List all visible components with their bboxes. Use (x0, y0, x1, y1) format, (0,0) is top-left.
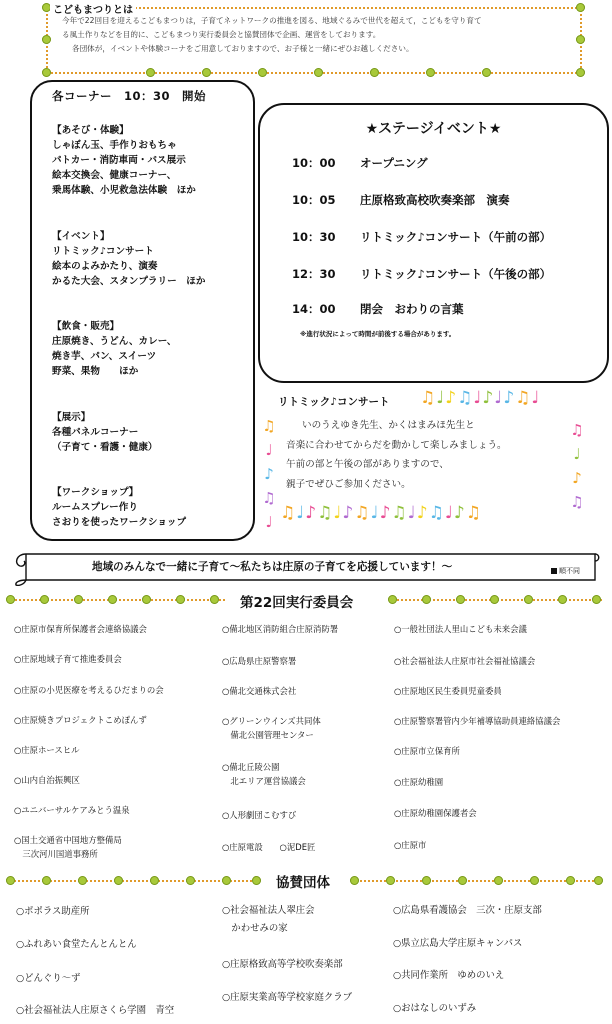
committee-member: ○庄原市 (394, 840, 427, 850)
sponsor-item: ○社会福祉法人翠庄会 かわせみの家 (222, 905, 315, 934)
rhythmic-body (286, 416, 507, 494)
event-name: リトミック♪コンサート（午後の部） (360, 267, 552, 281)
committee-member: ○庄原警察署管内少年補導協助員連絡協議会 (394, 716, 561, 726)
intro-line: 今年で22回目を迎えるこどもまつりは，子育てネットワークの推進を図る、地域ぐるみで世代を超えて，こどもを守り育て (62, 16, 482, 25)
event-time: 10：30 (292, 230, 336, 244)
section-heading: 【飲食・販売】 (52, 321, 120, 332)
section-line: 絵本交換会、健康コーナー、 (52, 170, 177, 181)
music-notes-top: ♫♩♪♫♩♪♩♪♫♩ (420, 388, 541, 408)
section-line: 乗馬体験、小児救急法体験 ほか (52, 185, 196, 196)
section-line: 絵本のよみかたり、演奏 (52, 261, 158, 272)
section-line: 庄原焼き、うどん、カレー、 (52, 336, 177, 347)
sponsor-item: ○県立広島大学庄原キャンパス (393, 938, 523, 949)
committee-member: ○山内自治振興区 (14, 775, 80, 785)
sponsor-item: ○ふれあい食堂たんとんとん (16, 939, 137, 950)
rhythmic-line: いのうえゆき先生、かくはまみほ先生と (302, 420, 475, 431)
stage-event (292, 155, 428, 171)
event-time: 14：00 (292, 302, 336, 316)
committee-member: ○グリーンウインズ共同体 備北公園管理センター (222, 716, 321, 740)
committee-member: ○庄原幼稚園保護者会 (394, 808, 477, 818)
stage-box (258, 103, 609, 383)
event-name: オープニング (360, 156, 428, 170)
section-line: さおりを使ったワークショップ (52, 517, 187, 528)
committee-member: ○庄原幼稚園 (394, 777, 444, 787)
stage-event (292, 192, 510, 208)
sponsor-item: ○おはなしのいずみ (393, 1003, 477, 1014)
sponsor-item: ○社会福祉法人庄原さくら学園 青空 (16, 1005, 175, 1016)
rhythmic-line: 午前の部と午後の部がありますので、 (286, 459, 449, 470)
corner-section-food (52, 319, 177, 379)
committee-member: ○広島県庄原警察署 (222, 656, 297, 666)
committee-member: ○庄原ホースヒル (14, 745, 80, 755)
event-time: 12：30 (292, 267, 336, 281)
sponsor-item: ○どんぐり～ず (16, 973, 81, 984)
banner-note-text: 順不同 (559, 567, 580, 575)
committee-member: ○庄原の小児医療を考えるひだまりの会 (14, 685, 164, 695)
committee-member: ○一般社団法人里山こども未来会議 (394, 624, 527, 634)
intro-line: 各団体が，イベントや体験コーナをご用意しておりますので、お子様と一緒にぜひお越しください。 (72, 44, 414, 53)
section-line: しゃぼん玉、手作りおもちゃ (52, 140, 177, 151)
section-line: 焼き芋、パン、スイーツ (52, 351, 157, 362)
committee-member: ○人形劇団こむすび (222, 810, 297, 820)
section-heading: 【イベント】 (52, 231, 110, 242)
square-icon (551, 568, 557, 574)
music-notes-bottom: ♫♩♪♫♩♪♫♩♪♫♩♪♫♩♪♫ (280, 503, 482, 523)
stage-event (292, 229, 551, 245)
section-line: パトカー・消防車両・バス展示 (52, 155, 186, 166)
section-line: ルームスプレー作り (52, 502, 138, 513)
sponsors-title: 協賛団体 (276, 875, 330, 891)
music-notes-left: ♫ ♩ ♪ ♫ ♩ (262, 417, 276, 531)
section-line: 野菜、果物 ほか (52, 366, 139, 377)
committee-member: ○庄原焼きプロジェクトこめぽんず (14, 715, 147, 725)
committee-member: ○国土交通省中国地方整備局 三次河川国道事務所 (14, 835, 122, 859)
section-line: リトミック♪コンサート (52, 246, 154, 257)
stage-title: ★ステージイベント★ (365, 121, 502, 137)
corner-section-event (52, 229, 206, 289)
section-line: 各種パネルコーナー (52, 427, 139, 438)
sponsor-item: ○共同作業所 ゆめのいえ (393, 970, 505, 981)
section-line: かるた大会、スタンプラリー ほか (52, 276, 206, 287)
intro-line: る風土作りなどを目的に、こどもまつり実行委員会と協賛団体で企画、運営をしております。 (62, 30, 381, 39)
corner-section-workshop (52, 485, 186, 530)
banner-text: 地域のみんなで一緒に子育て～私たちは庄原の子育てを応援しています！～ (92, 561, 453, 573)
corner-section-exhibit (52, 410, 158, 455)
intro-body (62, 14, 582, 56)
rhythmic-line: 音楽に合わせてからだを動かして楽しみましょう。 (286, 439, 507, 451)
section-heading: 【あそび・体験】 (52, 125, 129, 136)
committee-member: ○庄原地域子育て推進委員会 (14, 654, 122, 664)
committee-member: ○備北交通株式会社 (222, 686, 297, 696)
rhythmic-line: 親子でぜひご参加ください。 (286, 478, 411, 490)
event-name: 閉会 おわりの言葉 (360, 302, 464, 316)
section-heading: 【ワークショップ】 (52, 487, 139, 498)
sponsor-item: ○庄原実業高等学校家庭クラブ (222, 992, 353, 1003)
event-time: 10：00 (292, 156, 336, 170)
committee-member: ○社会福祉法人庄原市社会福祉協議会 (394, 656, 536, 666)
stage-event (292, 266, 551, 282)
committee-member: ○庄原電設 ○泥DE匠 (222, 842, 316, 852)
committee-member: ○庄原市保育所保護者会連絡協議会 (14, 624, 147, 634)
stage-event (292, 301, 464, 317)
committee-member: ○庄原市立保育所 (394, 746, 460, 756)
section-line: （子育て・看護・健康） (52, 442, 158, 453)
banner-note (551, 566, 580, 576)
sponsor-item: ○ポポラス助産所 (16, 906, 90, 917)
event-name: 庄原格致高校吹奏楽部 演奏 (360, 193, 510, 207)
stage-note: ※進行状況によって時間が前後する場合があります。 (300, 330, 456, 338)
committee-title: 第22回実行委員会 (240, 595, 354, 611)
committee-member: ○庄原地区民生委員児童委員 (394, 686, 502, 696)
sponsor-item: ○広島県看護協会 三次・庄原支部 (393, 905, 542, 916)
corners-heading: 各コーナー 10：30 開始 (52, 89, 207, 103)
section-heading: 【展示】 (52, 412, 91, 423)
corner-section-play (52, 123, 196, 198)
rhythmic-title: リトミック♪コンサート (278, 396, 390, 408)
event-time: 10：05 (292, 193, 336, 207)
music-notes-right: ♫ ♩ ♪ ♫ (570, 421, 584, 511)
event-name: リトミック♪コンサート（午前の部） (360, 230, 552, 244)
intro-title: こどもまつりとは (50, 1, 136, 16)
sponsor-item: ○庄原格致高等学校吹奏楽部 (222, 959, 343, 970)
committee-member: ○ユニバーサルケアみとう温泉 (14, 805, 130, 815)
committee-member: ○備北地区消防組合庄原消防署 (222, 624, 339, 634)
committee-member: ○備北丘陵公園 北エリア運営協議会 (222, 762, 306, 786)
corners-box (30, 80, 255, 541)
